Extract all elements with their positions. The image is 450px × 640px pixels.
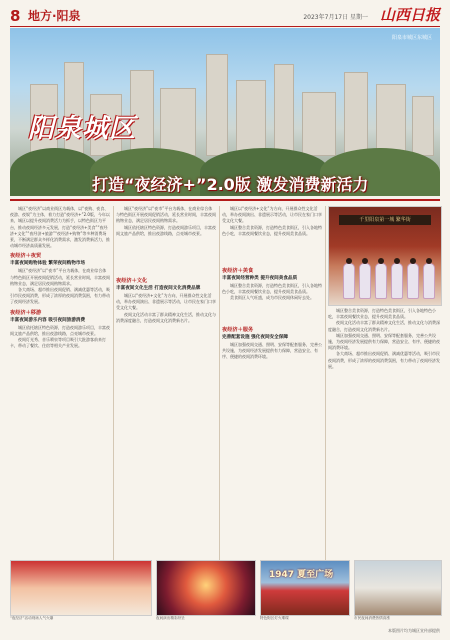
column-1	[10, 206, 110, 578]
intro-text: 城区“夜经济”以商业街区为载体，以“夜购、夜食、夜游、夜娱”为主体，着力打造“夜经济+”2.0版，今年以来，城区以提升夜间消费活力为抓手，以特色街区为平台，推动夜间经济多元发展，打造“夜经济+美食”“夜经济+文化”“夜经济+旅游”“夜经济+购物”等多种消费场景，不断满足群众多样化消费需求，激发消费新活力，推动城市经济高质量发展。	[10, 206, 110, 249]
performer	[375, 263, 387, 299]
performer	[407, 263, 419, 299]
paragraph: 城区依托辖区特色资源，打造夜间游乐项目，丰富夜间文旅产品供给，推出夜游线路，点亮城市夜景。	[116, 224, 216, 236]
building	[344, 72, 368, 156]
performer	[391, 263, 403, 299]
building	[302, 92, 336, 156]
plaza-sign: 1947 夏至广场	[269, 570, 334, 580]
paragraph: 城区以“夜经济+文化”为方向，开展群众性文化活动，举办夜间演出、非遗展示等活动，让市民在家门口享受文化大餐。	[222, 206, 322, 224]
street-performance-photo	[328, 206, 442, 306]
paragraph: 城区加强夜间交通、照明、安保等配套服务，完善公共设施，为夜间经济发展提供有力保障，营造安全、有序、便捷的夜间消费环境。	[328, 332, 440, 351]
street-photo	[354, 560, 442, 616]
building	[412, 96, 434, 156]
section-heading: 夜经济＋服务	[222, 326, 254, 333]
paragraph: 城区“夜经济”以“夜市”平台为载体，在商业综合体与特色街区开展夜间促销活动，延长营业时间，丰富夜间购物业态，满足居民夜间购物需求。	[10, 268, 110, 286]
bottom-photo-strip	[10, 560, 440, 624]
main-headline: 打造“夜经济+”2.0版 激发消费新活力	[92, 175, 369, 194]
masthead-logo: 山西日报	[379, 6, 440, 24]
building	[376, 84, 406, 156]
paragraph: 城区整合美食资源，打造特色美食街区，引入各地特色小吃，丰富夜间餐饮业态，提升夜间美食品质。	[222, 283, 322, 295]
hero-photo-note: 阳泉市城区东城区	[391, 35, 432, 41]
performer	[359, 263, 371, 299]
paragraph: 城区整合美食资源，打造特色美食街区，引入各地特色小吃，丰富夜间餐饮业态，提升夜间美食品质。	[222, 224, 322, 236]
plaza-photo	[260, 560, 350, 616]
paragraph: 各大商场、超市推出夜间促销、满减优惠等活动，吸引市民夜间消费，形成了浓厚的夜间消费氛围，有力带动了夜间经济发展。	[10, 287, 110, 305]
photo-credit: 本版图片均为城区宣传部提供	[388, 628, 440, 633]
gate-sign: 千里阳泉第一城 繁华街	[339, 215, 431, 225]
section-subheading: 丰富夜间购物体验 繁荣夜间购物市场	[10, 261, 86, 267]
column-divider	[219, 206, 220, 576]
paragraph: 夜间文化活动丰富了群众精神文化生活，推动文化与消费深度融合，打造夜间文化消费新名片。	[328, 320, 440, 332]
photo-caption: 市民夜间消费热情高涨	[354, 616, 390, 620]
section-subheading: 完善配套设施 强化夜间安全保障	[222, 334, 288, 340]
section-heading: 夜经济＋移游	[10, 309, 42, 316]
section-heading: 夜经济＋美食	[222, 268, 254, 275]
performer	[343, 263, 355, 299]
section-heading: 夜经济＋夜贸	[10, 253, 42, 260]
hero-photo	[10, 28, 440, 196]
building	[160, 88, 196, 156]
building	[274, 64, 294, 156]
section-subheading: 丰富夜间文化生活 打造夜间文化消费品牌	[116, 286, 201, 292]
paragraph: 美食街区人气旺盛，成为市民夜间休闲好去处。	[230, 295, 314, 301]
paragraph: 各大商场、超市推出夜间促销、满减优惠等活动，吸引市民夜间消费，形成了浓厚的夜间消费氛围，有力带动了夜间经济发展。	[328, 351, 440, 369]
hero-stamp-text: 阳泉城区	[28, 114, 137, 144]
column-divider	[325, 206, 326, 576]
paragraph: 城区以“夜经济+文化”为方向，开展群众性文化活动，举办夜间演出、非遗展示等活动，让市民在家门口享受文化大餐。	[116, 293, 216, 311]
photo-caption: 特色街区灯火璀璨	[260, 616, 289, 620]
crowd-photo	[10, 560, 152, 616]
column-2	[116, 206, 216, 578]
paragraph: 夜间灯光秀、音乐喷泉等项目吸引大批游客前来打卡，带动了餐饮、住宿等相关产业发展。	[10, 337, 106, 349]
building	[236, 80, 266, 156]
paragraph: 城区整合美食资源，打造特色美食街区，引入各地特色小吃，丰富夜间餐饮业态，提升夜间美食品质。	[328, 308, 436, 320]
issue-date: 2023年7月17日 星期一	[303, 14, 368, 21]
tree-cluster	[10, 148, 100, 196]
paragraph: 夜间文化活动丰富了群众精神文化生活，推动文化与消费深度融合，打造夜间文化消费新名片。	[116, 311, 216, 323]
building	[206, 54, 228, 156]
section-heading: 夜经济＋文化	[116, 278, 148, 285]
performer	[423, 263, 435, 299]
paragraph: 城区“夜经济”以“夜市”平台为载体，在商业综合体与特色街区开展夜间促销活动，延长营业时间，丰富夜间购物业态，满足居民夜间购物需求。	[116, 206, 216, 224]
night-show-photo	[156, 560, 256, 616]
column-4	[328, 308, 440, 558]
section-subheading: 丰富夜间游乐内容 吸引夜间旅游消费	[10, 317, 86, 323]
divider	[10, 199, 440, 201]
page-header	[10, 6, 440, 27]
paragraph: 城区加强夜间交通、照明、安保等配套服务，完善公共设施，为夜间经济发展提供有力保障，营造安全、有序、便捷的夜间消费环境。	[222, 341, 322, 360]
section-name: 地方·阳泉	[28, 9, 81, 23]
column-3	[222, 206, 322, 578]
paragraph: 城区依托辖区特色资源，打造夜间游乐项目，丰富夜间文旅产品供给，推出夜游线路，点亮城市夜景。	[10, 324, 110, 336]
photo-caption: 夜间演出精彩纷呈	[156, 616, 185, 620]
column-divider	[113, 206, 114, 576]
photo-caption: “夜经济”活动现场人气火爆	[10, 616, 54, 620]
page-number: 8	[10, 7, 21, 25]
section-subheading: 丰富夜间经营种类 提升夜间美食品质	[222, 276, 298, 282]
